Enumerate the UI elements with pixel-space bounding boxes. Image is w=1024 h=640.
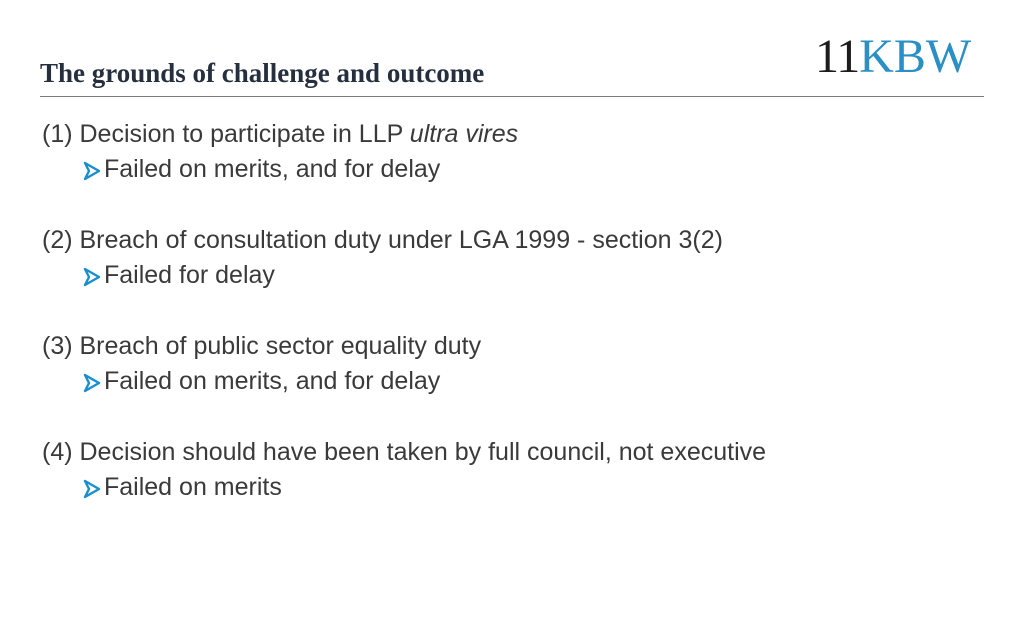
ground-label [42,435,992,470]
arrow-bullet-icon [82,263,104,283]
ground-item-1 [42,117,992,187]
outcome-text: Failed for delay [104,261,275,289]
grounds-list [42,117,992,541]
arrow-bullet-icon [82,369,104,389]
outcome-text: Failed on merits [104,473,282,501]
ground-label [42,223,992,258]
slide-title: The grounds of challenge and outcome [40,58,485,88]
outcome-line [42,364,992,399]
ground-label-text: (4) Decision should have been taken by full council, not executive [42,438,767,466]
outcome-text: Failed on merits, and for delay [104,367,441,395]
arrow-bullet-icon [82,475,104,495]
ground-label-emphasis: ultra vires [409,120,519,148]
outcome-line [42,152,992,187]
outcome-line [42,258,992,293]
ground-label-text: (1) Decision to participate in LLP [42,120,410,148]
title-divider [40,96,984,97]
arrow-bullet-icon [82,157,104,177]
ground-label-text: (3) Breach of public sector equality duty [42,332,482,360]
logo-number: 11 [815,30,860,83]
ground-label [42,117,992,152]
outcome-text: Failed on merits, and for delay [104,155,441,183]
ground-item-3 [42,329,992,399]
ground-label-text: (2) Breach of consultation duty under LGA 1999 - section 3(2) [42,226,723,254]
firm-logo [815,30,971,84]
ground-item-2 [42,223,992,293]
logo-firm: KBW [859,30,972,83]
outcome-line [42,470,992,505]
ground-item-4 [42,435,992,505]
ground-label [42,329,992,364]
